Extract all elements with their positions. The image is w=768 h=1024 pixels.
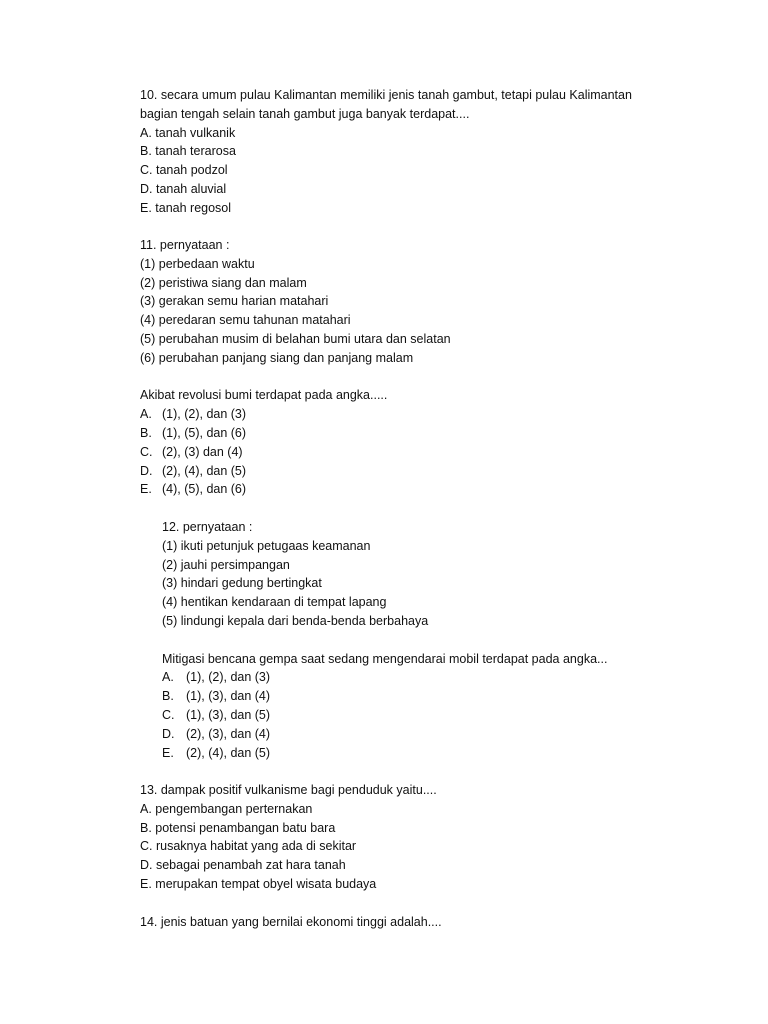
option-text: (2), (3) dan (4) [162, 444, 243, 459]
option-letter: B. [140, 425, 152, 440]
option-text: (1), (3), dan (4) [186, 689, 271, 704]
spacer [162, 631, 682, 650]
option-text: (1), (3), dan (5) [186, 707, 271, 722]
question-13-option-b: B. potensi penambangan batu bara [140, 820, 336, 835]
question-14-text: 14. jenis batuan yang bernilai ekonomi tinggi adalah.... [140, 915, 442, 929]
option-text: (4), (5), dan (6) [162, 482, 247, 497]
question-11-option-d [140, 462, 660, 481]
question-13-option-d: D. sebagai penambah zat hara tanah [140, 858, 346, 873]
option-letter: E. [140, 482, 152, 497]
question-12-option-d [162, 725, 682, 744]
question-10-option-d: D. tanah aluvial [140, 181, 227, 196]
question-11-statement-1: (1) perbedaan waktu [140, 256, 255, 271]
question-12-prompt: Mitigasi bencana gempa saat sedang mengendarai mobil terdapat pada angka... [162, 651, 608, 666]
question-10-option-b: B. tanah terarosa [140, 144, 236, 159]
option-letter: D. [140, 463, 153, 478]
option-text: (1), (2), dan (3) [186, 670, 271, 685]
question-11-statement-4: (4) peredaran semu tahunan matahari [140, 313, 351, 328]
question-12 [162, 518, 682, 762]
question-13-option-e: E. merupakan tempat obyel wisata budaya [140, 876, 377, 891]
option-text: (1), (2), dan (3) [162, 407, 247, 422]
question-12-option-c [162, 706, 682, 725]
question-12-option-b [162, 687, 682, 706]
question-12-statement-5: (5) lindungi kepala dari benda-benda berbahaya [162, 613, 429, 628]
question-12-statement-4: (4) hentikan kendaraan di tempat lapang [162, 595, 387, 610]
question-11-statement-2: (2) peristiwa siang dan malam [140, 275, 307, 290]
question-12-option-a [162, 668, 682, 687]
question-13-option-c: C. rusaknya habitat yang ada di sekitar [140, 839, 357, 854]
option-letter: D. [162, 726, 175, 741]
option-letter: B. [162, 689, 174, 704]
option-text: (2), (4), dan (5) [186, 745, 271, 760]
option-text: (2), (4), dan (5) [162, 463, 247, 478]
question-13-text: 13. dampak positif vulkanisme bagi penduduk yaitu.... [140, 783, 437, 797]
option-letter: C. [162, 707, 175, 722]
option-text: (2), (3), dan (4) [186, 726, 271, 741]
option-text: (1), (5), dan (6) [162, 425, 247, 440]
question-10-text-line-1: 10. secara umum pulau Kalimantan memiliki jenis tanah gambut, tetapi pulau Kalimantan [140, 88, 632, 102]
question-12-statement-2: (2) jauhi persimpangan [162, 557, 290, 572]
question-10-text-line-2: bagian tengah selain tanah gambut juga banyak terdapat.... [140, 106, 470, 121]
question-14 [140, 913, 660, 932]
question-10-option-a: A. tanah vulkanik [140, 125, 236, 140]
question-11-option-e [140, 480, 660, 499]
question-11-option-c [140, 443, 660, 462]
question-10-option-c: C. tanah podzol [140, 163, 228, 178]
question-11-heading: 11. pernyataan : [140, 238, 230, 252]
question-11-statement-5: (5) perubahan musim di belahan bumi utara dan selatan [140, 331, 451, 346]
question-11-statement-3: (3) gerakan semu harian matahari [140, 294, 329, 309]
question-11-statement-6: (6) perubahan panjang siang dan panjang malam [140, 350, 414, 365]
question-13 [140, 781, 660, 894]
option-letter: A. [162, 670, 174, 685]
question-10 [140, 86, 660, 218]
question-12-option-e [162, 744, 682, 763]
spacer [140, 368, 660, 387]
question-12-heading: 12. pernyataan : [162, 520, 253, 534]
option-letter: A. [140, 407, 152, 422]
question-11-option-a [140, 405, 660, 424]
question-11-option-b [140, 424, 660, 443]
question-12-statement-3: (3) hindari gedung bertingkat [162, 576, 322, 591]
option-letter: C. [140, 444, 153, 459]
question-10-option-e: E. tanah regosol [140, 200, 232, 215]
question-13-option-a: A. pengembangan perternakan [140, 801, 313, 816]
question-11-prompt: Akibat revolusi bumi terdapat pada angka..... [140, 388, 388, 403]
question-11 [140, 236, 660, 499]
question-12-statement-1: (1) ikuti petunjuk petugaas keamanan [162, 538, 371, 553]
option-letter: E. [162, 745, 174, 760]
